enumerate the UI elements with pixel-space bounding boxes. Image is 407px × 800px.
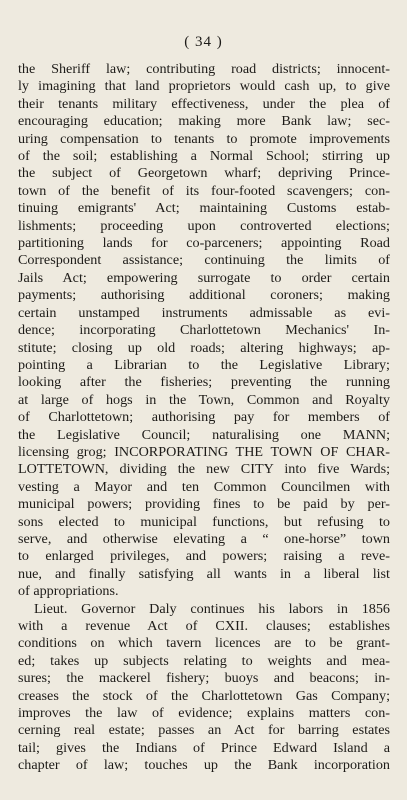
text-line: chapter of law; touches up the Bank incorporation [18, 757, 390, 774]
paragraph-1 [18, 61, 390, 601]
text-line: payments; authorising additional coroners; making [18, 287, 390, 304]
text-line: vesting a Mayor and ten Common Councilmen with [18, 478, 390, 495]
text-line: municipal powers; providing fines to be paid by per- [18, 496, 390, 513]
text-line: their tenants military effectiveness, under the plea of [18, 95, 390, 112]
text-line: conditions on which tavern licences are to be grant- [18, 635, 390, 652]
text-line: partitioning lands for co-parceners; appointing Road [18, 235, 390, 252]
text-line: of the soil; establishing a Normal School; stirring up [18, 148, 390, 165]
text-line: uring compensation to tenants to promote improvements [18, 130, 390, 147]
text-line: ly imagining that land proprietors would cash up, to give [18, 78, 390, 95]
text-line: cerning real estate; passes an Act for barring estates [18, 722, 390, 739]
text-line: improves the law of evidence; explains matters con- [18, 705, 390, 722]
text-line: encouraging education; making more Bank law; sec- [18, 113, 390, 130]
text-line: the Legislative Council; naturalising one MANN; [18, 426, 390, 443]
text-line: nue, and finally satisfying all wants in a liberal list [18, 565, 390, 582]
text-line: stitute; closing up old roads; altering highways; ap- [18, 339, 390, 356]
text-line: ed; takes up subjects relating to weights and mea- [18, 652, 390, 669]
text-line: dence; incorporating Charlottetown Mechanics' In- [18, 322, 390, 339]
text-line: the subject of Georgetown wharf; depriving Prince- [18, 165, 390, 182]
text-line: with a revenue Act of CXII. clauses; establishes [18, 618, 390, 634]
text-line: the Sheriff law; contributing road districts; innocent- [18, 61, 390, 77]
paragraph-2 [18, 601, 390, 775]
body-text [18, 61, 390, 775]
text-line: creases the stock of the Charlottetown Gas Company; [18, 687, 390, 704]
text-line: Lieut. Governor Daly continues his labors in 1856 [34, 600, 390, 617]
text-line: at large of hogs in the Town, Common and Royalty [18, 391, 390, 408]
text-line: Correspondent assistance; continuing the limits of [18, 252, 390, 269]
text-line: sons elected to municipal functions, but refusing to [18, 513, 390, 530]
text-line: pointing a Librarian to the Legislative Library; [18, 356, 390, 373]
text-line: tinuing emigrants' Act; maintaining Customs estab- [18, 200, 390, 217]
text-line: licensing grog; INCORPORATING THE TOWN OF CHAR- [18, 443, 390, 460]
text-line: of Charlottetown; authorising pay for members of [18, 409, 390, 426]
text-line: lishments; proceeding upon controverted elections; [18, 217, 390, 234]
text-line: looking after the fisheries; preventing the running [18, 374, 390, 391]
text-line: Jails Act; empowering surrogate to order certain [18, 269, 390, 286]
text-line: serve, and otherwise elevating a “ one-horse” town [18, 530, 390, 547]
text-line: certain unstamped instruments admissable as evi- [18, 304, 390, 321]
text-line: of appropriations. [18, 583, 119, 600]
page-number: ( 34 ) [184, 34, 223, 50]
text-line: town of the benefit of its four-footed scavengers; con- [18, 182, 390, 199]
text-line: tail; gives the Indians of Prince Edward Island a [18, 739, 390, 756]
text-line: to enlarged privileges, and powers; raising a reve- [18, 548, 390, 565]
text-line: sures; the mackerel fishery; buoys and beacons; in- [18, 670, 390, 687]
text-line: LOTTETOWN, dividing the new CITY into five Wards; [18, 461, 390, 478]
